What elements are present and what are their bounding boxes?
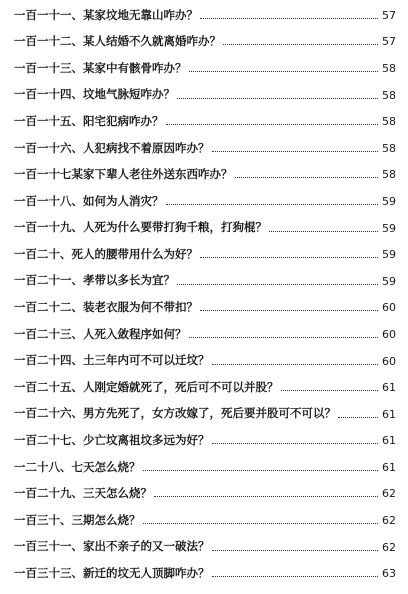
entry-title: 三期怎么烧？ xyxy=(71,512,141,527)
entry-number: 一百一十二、 xyxy=(14,34,83,49)
entry-number: 一二十八、 xyxy=(14,459,72,474)
entry-title: 装老衣服为何不带扣？ xyxy=(83,300,198,315)
entry-number: 一百二十四、 xyxy=(14,353,83,368)
dot-leader xyxy=(235,167,379,178)
entry-title: 少亡坟离祖坟多远为好？ xyxy=(83,433,210,448)
entry-title: 某人结婚不久就离婚咋办？ xyxy=(83,34,221,49)
entry-number: 一百一十四、 xyxy=(14,87,83,102)
entry-number: 一百一十六、 xyxy=(14,140,83,155)
entry-number: 一百一十五、 xyxy=(14,113,83,128)
page-number: 59 xyxy=(382,221,396,235)
entry-number: 一百二十九、 xyxy=(14,486,83,501)
page-number: 62 xyxy=(382,487,396,501)
entry-title: 坟地气脉短咋办？ xyxy=(83,87,175,102)
toc-entry xyxy=(14,29,396,56)
toc-entry xyxy=(14,560,396,587)
page-number: 61 xyxy=(382,460,396,474)
page-number: 59 xyxy=(382,248,396,262)
entry-title: 男方先死了，女方改嫁了，死后要并股可不可以？ xyxy=(83,406,336,421)
entry-title: 某家下辈人老往外送东西咋办？ xyxy=(71,167,233,182)
dot-leader xyxy=(200,247,378,258)
entry-title: 死人的腰带用什么为好？ xyxy=(71,246,198,261)
dot-leader xyxy=(212,433,379,444)
page-number: 59 xyxy=(382,194,396,208)
page-number: 58 xyxy=(382,141,396,155)
toc-entry xyxy=(14,82,396,109)
dot-leader xyxy=(212,354,379,365)
entry-title: 三天怎么烧？ xyxy=(83,486,152,501)
page-number: 61 xyxy=(382,407,396,421)
dot-leader xyxy=(212,141,379,152)
dot-leader xyxy=(200,8,378,19)
dot-leader xyxy=(281,380,379,391)
entry-number: 一百二十二、 xyxy=(14,300,83,315)
toc-entry xyxy=(14,348,396,375)
entry-title: 阳宅犯病咋办？ xyxy=(83,113,164,128)
table-of-contents xyxy=(14,2,396,587)
entry-number: 一百一十八、 xyxy=(14,193,83,208)
page-number: 58 xyxy=(382,115,396,129)
dot-leader xyxy=(166,194,379,205)
page-number: 58 xyxy=(382,61,396,75)
toc-entry xyxy=(14,268,396,295)
entry-title: 七天怎么烧？ xyxy=(71,459,141,474)
toc-entry xyxy=(14,135,396,162)
page-number: 63 xyxy=(382,567,396,581)
toc-entry xyxy=(14,2,396,29)
entry-title: 人死入敛程序如何？ xyxy=(83,326,187,341)
dot-leader xyxy=(212,540,379,551)
entry-title: 人刚定婚就死了，死后可不可以并股？ xyxy=(83,379,279,394)
entry-number: 一百二十、 xyxy=(14,246,72,261)
page-number: 62 xyxy=(382,514,396,528)
dot-leader xyxy=(200,300,378,311)
dot-leader xyxy=(223,34,378,45)
entry-number: 一百一十七 xyxy=(14,167,72,182)
toc-entry xyxy=(14,188,396,215)
dot-leader xyxy=(143,460,379,471)
entry-title: 孝带以多长为宜？ xyxy=(83,273,175,288)
entry-number: 一百一十三、 xyxy=(14,60,83,75)
entry-title: 人死为什么要带打狗千粮，打狗棍？ xyxy=(83,220,267,235)
page-number: 57 xyxy=(382,8,396,22)
page-number: 61 xyxy=(382,381,396,395)
entry-number: 一百二十六、 xyxy=(14,406,83,421)
entry-title: 某家坟地无靠山咋办？ xyxy=(83,7,198,22)
toc-entry xyxy=(14,162,396,189)
entry-title: 土三年内可不可以迁坟？ xyxy=(83,353,210,368)
dot-leader xyxy=(177,88,378,99)
entry-number: 一百二十一、 xyxy=(14,273,83,288)
page-number: 58 xyxy=(382,88,396,102)
page-number: 61 xyxy=(382,434,396,448)
dot-leader xyxy=(212,566,379,577)
dot-leader xyxy=(269,221,378,232)
page-number: 60 xyxy=(382,327,396,341)
toc-entry xyxy=(14,401,396,428)
page-number: 58 xyxy=(382,168,396,182)
toc-entry xyxy=(14,481,396,508)
toc-entry xyxy=(14,321,396,348)
toc-entry xyxy=(14,374,396,401)
entry-number: 一百一十一、 xyxy=(14,7,83,22)
dot-leader xyxy=(177,274,378,285)
toc-entry xyxy=(14,108,396,135)
entry-title: 家出不亲子的又一破法？ xyxy=(83,539,210,554)
entry-title: 新迁的坟无人顶脚咋办？ xyxy=(83,566,210,581)
entry-title: 如何为人消灾？ xyxy=(83,193,164,208)
dot-leader xyxy=(166,114,379,125)
dot-leader xyxy=(189,327,379,338)
entry-number: 一百二十五、 xyxy=(14,379,83,394)
toc-entry xyxy=(14,241,396,268)
entry-number: 一百二十三、 xyxy=(14,326,83,341)
entry-number: 一百一十九、 xyxy=(14,220,83,235)
toc-entry xyxy=(14,507,396,534)
page-number: 57 xyxy=(382,35,396,49)
toc-entry xyxy=(14,55,396,82)
page-number: 62 xyxy=(382,540,396,554)
entry-title: 人犯病找不着原因咋办？ xyxy=(83,140,210,155)
toc-entry xyxy=(14,454,396,481)
entry-number: 一百二十七、 xyxy=(14,433,83,448)
entry-number: 一百三十三、 xyxy=(14,566,83,581)
toc-entry xyxy=(14,215,396,242)
entry-number: 一百三十、 xyxy=(14,512,72,527)
entry-title: 某家中有骸骨咋办？ xyxy=(83,60,187,75)
toc-entry xyxy=(14,428,396,455)
dot-leader xyxy=(143,513,379,524)
page-number: 59 xyxy=(382,274,396,288)
page-number: 60 xyxy=(382,301,396,315)
page-number: 60 xyxy=(382,354,396,368)
dot-leader xyxy=(154,486,378,497)
toc-entry xyxy=(14,534,396,561)
dot-leader xyxy=(338,407,378,418)
dot-leader xyxy=(189,61,379,72)
toc-entry xyxy=(14,295,396,322)
entry-number: 一百三十一、 xyxy=(14,539,83,554)
